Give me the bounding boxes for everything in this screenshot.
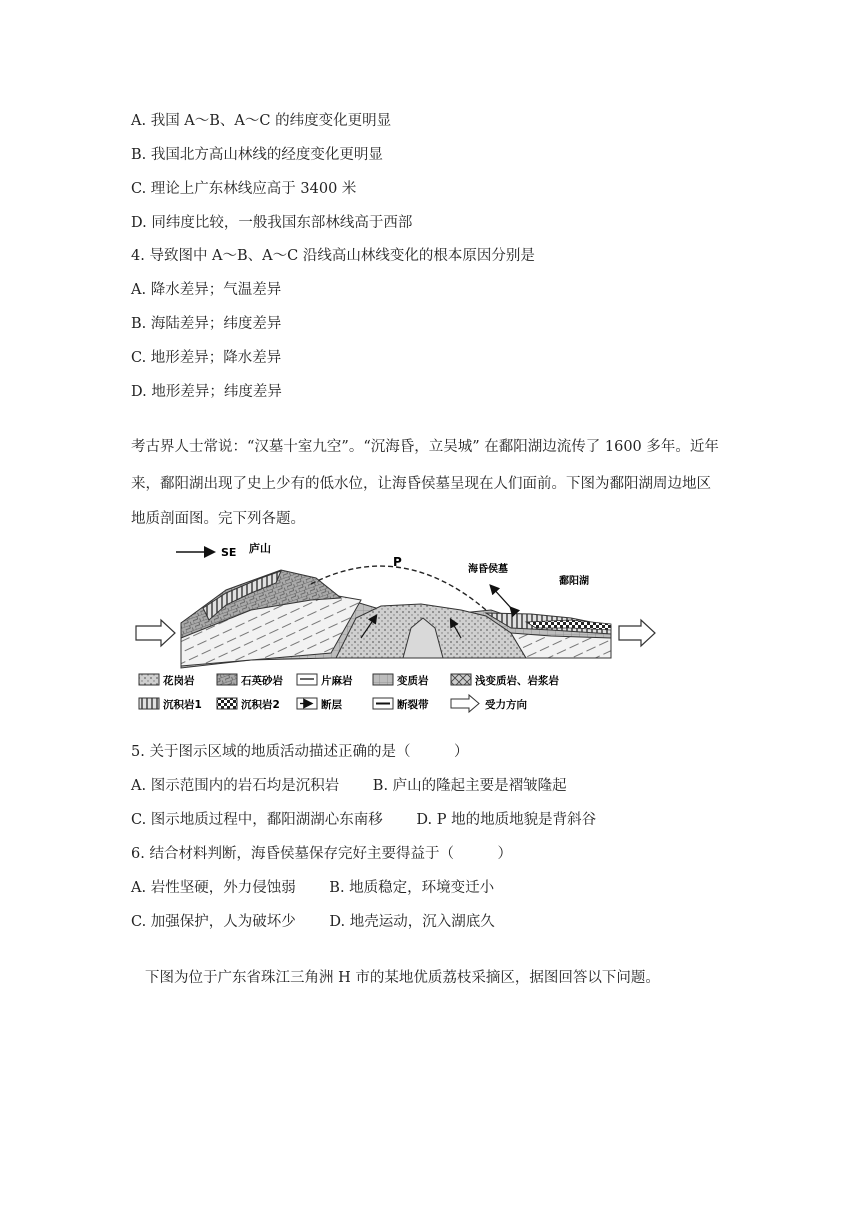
legend-label-quartz-sandstone: 石英砂岩 (241, 675, 283, 687)
next-question-intro: 下图为位于广东省珠江三角洲 H 市的某地优质荔枝采摘区，据图回答以下问题。 (145, 970, 660, 986)
legend-label-fracture-zone: 断裂带 (397, 699, 429, 711)
geologic-cross-section-figure (131, 538, 668, 726)
tomb-label: 海昏侯墓 (468, 564, 508, 575)
legend-swatch-metamorphic (373, 674, 393, 685)
q6-options-row-1: A. 岩性坚硬，外力侵蚀弱 B. 地质稳定，环境变迁小 (131, 880, 495, 896)
passage-line-1: 考古界人士常说：“汉墓十室九空”。“沉海昏，立吴城” 在鄱阳湖边流传了 1600 多年。近年 (131, 439, 719, 455)
q4-option-a: A. 降水差异；气温差异 (131, 282, 282, 298)
tomb-arrow (491, 586, 511, 608)
legend-swatch-quartz-sandstone (217, 674, 237, 685)
mountain-label: 庐山 (249, 542, 271, 555)
legend-label-fault: 断层 (321, 699, 342, 711)
stress-arrow-right (619, 620, 655, 646)
legend-swatch-granite (139, 674, 159, 685)
legend-label-sedimentary-1: 沉积岩1 (163, 699, 202, 711)
q3-option-a: A. 我国 A～B、A～C 的纬度变化更明显 (131, 113, 392, 129)
passage-line-3: 地质剖面图。完下列各题。 (131, 511, 305, 527)
q3-option-c: C. 理论上广东林线应高于 3400 米 (131, 181, 357, 197)
point-p-label: P (393, 555, 402, 569)
legend-swatch-shallow-metamorphic (451, 674, 471, 685)
q4-option-c: C. 地形差异；降水差异 (131, 350, 282, 366)
q6-options-row-2: C. 加强保护，人为破坏少 D. 地壳运动，沉入湖底久 (131, 914, 495, 930)
q4-option-b: B. 海陆差异；纬度差异 (131, 316, 282, 332)
legend-swatch-sedimentary-1 (139, 698, 159, 709)
q5-options-row-2: C. 图示地质过程中，鄱阳湖湖心东南移 D. P 地的地质地貌是背斜谷 (131, 812, 597, 828)
direction-label: SE (221, 546, 237, 559)
legend-swatch-sedimentary-2 (217, 698, 237, 709)
legend-label-metamorphic: 变质岩 (397, 675, 429, 687)
geologic-cross-section-svg (131, 538, 668, 726)
legend-label-sedimentary-2: 沉积岩2 (241, 699, 280, 711)
legend-label-shallow-metamorphic: 浅变质岩、岩浆岩 (475, 675, 559, 687)
q6-stem: 6. 结合材料判断，海昏侯墓保存完好主要得益于（ ） (131, 846, 512, 862)
stress-arrow-left (136, 620, 175, 646)
q4-option-d: D. 地形差异；纬度差异 (131, 384, 282, 400)
legend-label-granite: 花岗岩 (163, 675, 195, 687)
q5-stem: 5. 关于图示区域的地质活动描述正确的是（ ） (131, 744, 469, 760)
legend-swatch-stress-direction (451, 695, 479, 712)
q5-options-row-1: A. 图示范围内的岩石均是沉积岩 B. 庐山的隆起主要是褶皱隆起 (131, 778, 567, 794)
legend (139, 674, 559, 712)
legend-label-gneiss: 片麻岩 (321, 675, 353, 687)
q3-option-d: D. 同纬度比较，一般我国东部林线高于西部 (131, 215, 413, 231)
q3-option-b: B. 我国北方高山林线的经度变化更明显 (131, 147, 383, 163)
q4-stem: 4. 导致图中 A～B、A～C 沿线高山林线变化的根本原因分别是 (131, 248, 535, 264)
legend-label-stress-direction: 受力方向 (485, 699, 527, 711)
passage-line-2: 来，鄱阳湖出现了史上少有的低水位，让海昏侯墓呈现在人们面前。下图为鄱阳湖周边地区 (131, 476, 711, 492)
lake-label: 鄱阳湖 (559, 576, 589, 587)
